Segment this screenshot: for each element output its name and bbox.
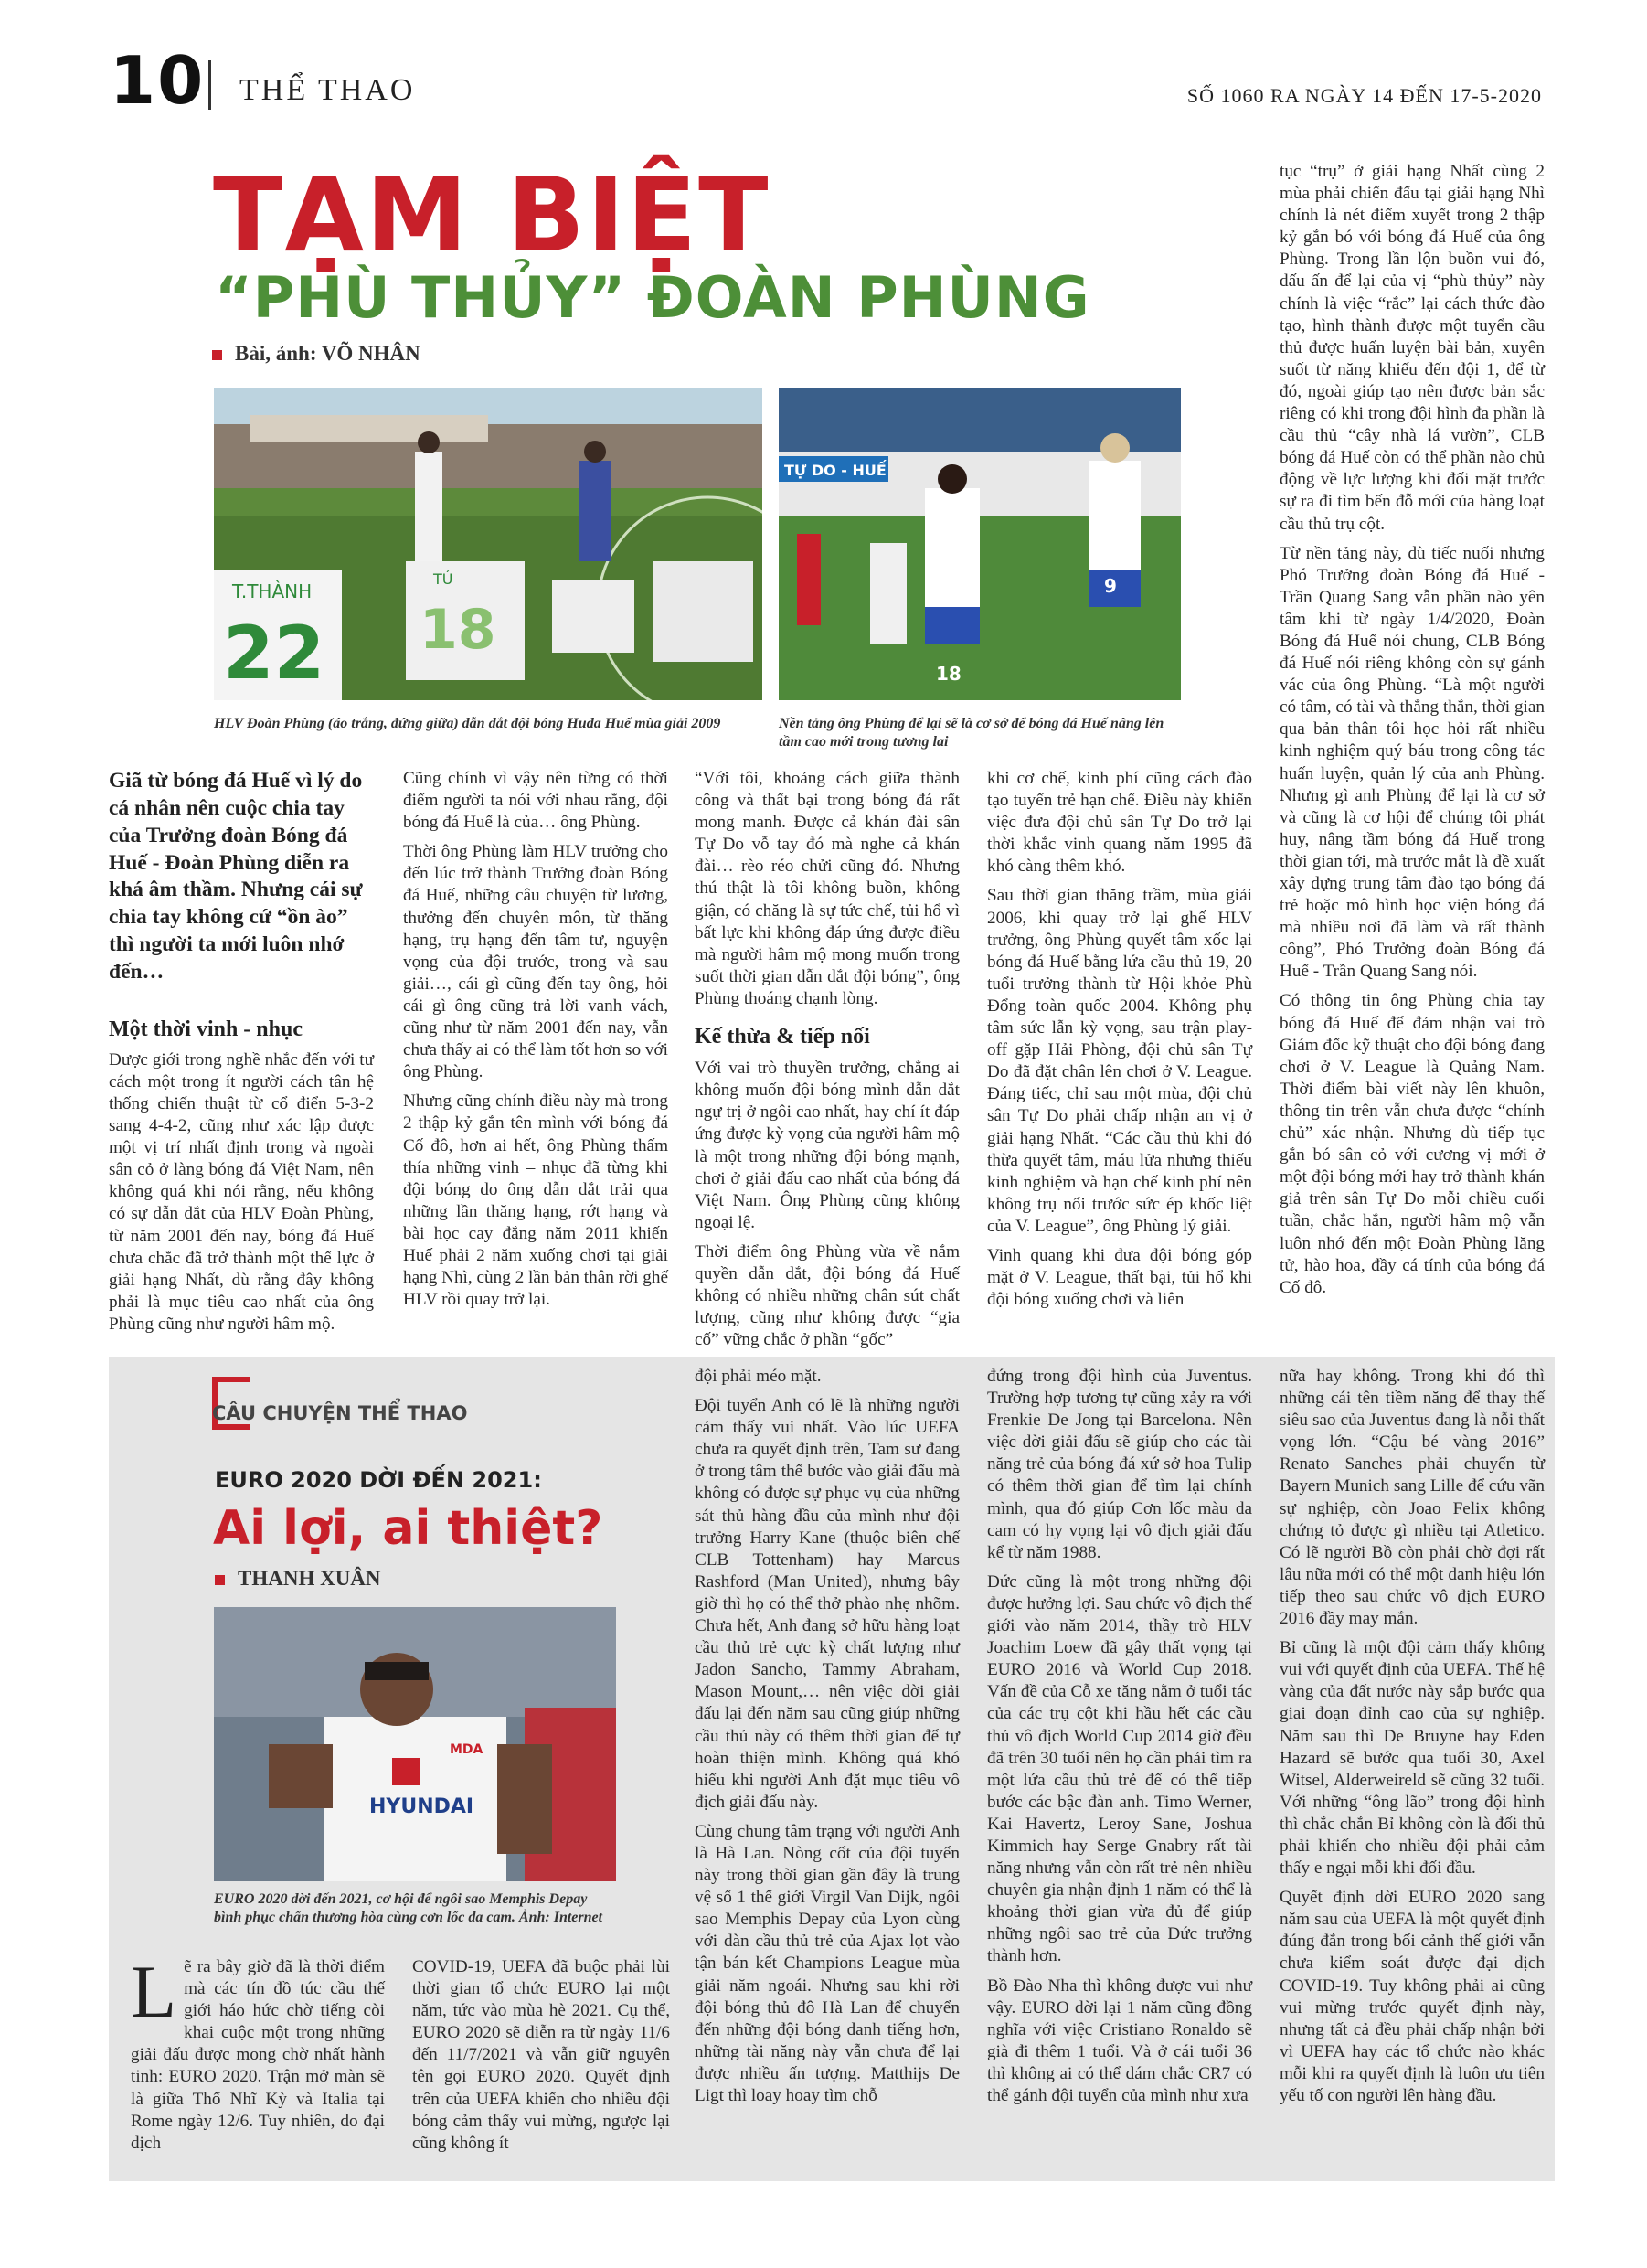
article-column-2: [403, 768, 668, 1318]
article-column-5: [1280, 161, 1545, 1306]
sidebar-column-3: [695, 1366, 960, 2114]
paragraph: Cũng chính vì vậy nên từng có thời điểm người ta nói với nhau rằng, đội bóng đá Huế là của… ông Phùng.: [403, 769, 668, 833]
sidebar-photo-caption: EURO 2020 dời đến 2021, cơ hội để ngôi sao Memphis Depay bình phục chấn thương hòa cùng cơn lốc da cam. Ảnh: Internet: [214, 1891, 603, 1925]
jersey1-number: 22: [223, 611, 325, 696]
paragraph: COVID-19, UEFA đã buộc phải lùi thời gian tổ chức EURO lại một năm, tức vào mùa hè 2021. Cụ thể, EURO 2020 sẽ diễn ra từ ngày 11/6 đến 11/7/2021 và vẫn giữ nguyên tên gọi EURO 2020. Quyết định trên của UEFA khiến cho nhiều đội bóng cảm thấy vui mừng, ngược lại cũng không ít: [412, 1957, 670, 2153]
sidebar-column-1: [131, 1950, 385, 2155]
player-number-2: 9: [1104, 575, 1117, 597]
jersey1-name: T.THÀNH: [232, 580, 313, 602]
article-column-1: [109, 768, 374, 1343]
paragraph: Bồ Đào Nha thì không được vui như vậy. EURO dời lại 1 năm cũng đồng nghĩa với việc Cristiano Ronaldo sẽ già đi thêm 1 tuổi. Và ở cái tuổi 36 thì không ai có thể dám chắc CR7 có thể gánh đội tuyển của mình như xưa: [987, 1975, 1252, 2105]
article-byline: Bài, ảnh: VÕ NHÂN: [212, 342, 420, 366]
paragraph: Từ nền tảng này, dù tiếc nuối nhưng Phó Trưởng đoàn Bóng đá Huế - Trần Quang Sang vẫn phần nào yên tâm khi từ ngày 1/4/2020, Đoàn Bóng đá Huế nói chung, CLB Bóng đá Huế nói riêng không còn sự gánh vác của ông Phùng. “Là một người có tâm, có tài và thẳng thắn, thời gian qua bản thân tôi học hỏi rất nhiều kinh nghiệm quý báu trong công tác huấn luyện, quản lý của anh Phùng. Nhưng gì anh Phùng để lại là cơ sở và cũng là cơ hội để chúng tôi phát huy, nâng tầm bóng đá Huế trong thời gian tới, mà trước mắt là đề xuất xây dựng trung tâm đào tạo bóng đá trẻ hoặc mô hình học viện bóng đá mà nhiều nơi đã làm và rất thành công”, Phó Trưởng đoàn Bóng đá Huế - Trần Quang Sang nói.: [1280, 543, 1545, 982]
photo1-caption: HLV Đoàn Phùng (áo trắng, đứng giữa) dẫn dắt đội bóng Huda Huế mùa giải 2009: [214, 716, 721, 731]
player-number: 18: [936, 663, 962, 685]
paragraph: Cùng chung tâm trạng với người Anh là Hà Lan. Nòng cốt của đội tuyển này trong thời gian gần đây là trung vệ số 1 thế giới Virgil Van Dijk, ngôi sao Memphis Depay của Lyon cùng với dàn cầu thủ trẻ của Ajax lọt vào tận bán kết Champions League mùa giải năm ngoái. Nhưng sau khi rời đội bóng thủ đô Hà Lan để chuyển đến những đội bóng danh tiếng hơn, những tài năng này vẫn chưa để lại được nhiều ấn tượng. Matthijs De Ligt thì loay hoay tìm chỗ: [695, 1821, 960, 2105]
paragraph: Bỉ cũng là một đội cảm thấy không vui với quyết định của UEFA. Thế hệ vàng của đất nước này sắp bước qua giai đoạn đỉnh cao của sự nghiệp. Năm sau thì De Bruyne hay Eden Hazard sẽ bước qua tuổi 30, Axel Witsel, Alderweireld sẽ cũng 32 tuổi. Với những “ông lão” trong đội hình thì chắc chắn Bỉ không còn là đối thủ phải khiến cho nhiều đội phải cảm thấy e ngại mỗi khi đối đầu.: [1280, 1638, 1545, 1879]
paragraph: Quyết định dời EURO 2020 sang năm sau của UEFA là một quyết định đúng đắn trong bối cảnh thế giới vẫn chưa kiểm soát được đại dịch COVID-19. Tuy không phải ai cũng vui mừng trước quyết định này, nhưng tất cả đều phải chấp nhận bởi vì UEFA hay các tổ chức nào khác mỗi khi ra quyết định là luôn ưu tiên yếu tố con người lên hàng đầu.: [1280, 1888, 1545, 2105]
section-title: THỂ THAO: [239, 73, 416, 107]
paragraph: Sau thời gian thăng trầm, mùa giải 2006, khi quay trở lại ghế HLV trưởng, ông Phùng quyết tâm xốc lại bóng đá Huế bằng lứa cầu thủ 19, 20 tuổi trưởng thành từ Hội khỏe Phù Đổng toàn quốc 2004. Không phụ tâm sức lẫn kỳ vọng, sau trận play-off gặp Hải Phòng, đội chủ sân Tự Do đã đặt chân lên chơi ở V. League. Đáng tiếc, chỉ sau một mùa, đội chủ sân Tự Do phải chấp nhận an vị ở giải hạng Nhất. “Các cầu thủ khi đó thừa quyết tâm, máu lửa nhưng thiếu kinh nghiệm và hạn chế kinh phí nên không trụ nổi trước sức ép khốc liệt của V. League”, ông Phùng lý giải.: [987, 886, 1252, 1236]
article-lead: Giã từ bóng đá Huế vì lý do cá nhân nên cuộc chia tay của Trưởng đoàn Bóng đá Huế - Đoàn Phùng diễn ra khá âm thầm. Nhưng cái sự chia tay không cứ “ồn ào” thì người ta mới luôn nhớ đến…: [109, 769, 363, 984]
sidebar-column-2: [412, 1956, 670, 2162]
paragraph: Thời ông Phùng làm HLV trưởng cho đến lúc trở thành Trưởng đoàn Bóng đá Huế, những câu chuyện từ lương, thưởng đến chuyên môn, từ thăng hạng, trụ hạng đến tâm tư, nguyện vọng của đội trước, trong và sau giải…, cái gì cũng đến tay ông, hỏi cái gì ông cũng trả lời vanh vách, cũng như từ năm 2001 đến nay, vẫn chưa thấy ai có thể làm tốt hơn so với ông Phùng.: [403, 842, 668, 1082]
article-column-3: [695, 768, 960, 1358]
sidebar-title: Ai lợi, ai thiệt?: [213, 1501, 603, 1556]
paragraph: đội phải méo mặt.: [695, 1367, 822, 1386]
jersey2-number: 18: [420, 598, 496, 662]
paragraph: đứng trong đội hình của Juventus. Trường hợp tương tự cũng xảy ra với Frenkie De Jong tại Barcelona. Nên việc dời giải đấu sẽ giúp cho các tài năng trẻ của bóng đá xứ sở hoa Tulip có thêm thời gian để tìm lại chính mình, qua đó giúp Cơn lốc màu da cam có hy vọng lại vô địch giải đấu kể từ năm 1988.: [987, 1367, 1252, 1562]
bullet-square: [215, 1575, 225, 1585]
issue-info: SỐ 1060 RA NGÀY 14 ĐẾN 17-5-2020: [1186, 84, 1542, 107]
jersey2-name: TÚ: [433, 570, 453, 588]
paragraph: Với vai trò thuyền trưởng, chẳng ai không muốn đội bóng mình dẫn dắt ngự trị ở ngôi cao nhất, hay chí ít đáp ứng được kỳ vọng của người hâm mộ là một trong những đội bóng mạnh, chơi ở giải đấu cao nhất của bóng đá Việt Nam. Ông Phùng cũng không ngoại lệ.: [695, 1059, 960, 1232]
article-title-line1: TẠM BIỆT: [213, 156, 770, 275]
article-photo-2: [779, 388, 1181, 700]
sidebar-photo: [214, 1607, 616, 1881]
sidebar-label: CÂU CHUYỆN THỂ THAO: [212, 1402, 468, 1424]
mda-text: MDA: [450, 1742, 483, 1757]
bullet-square: [212, 350, 222, 360]
paragraph: Thời điểm ông Phùng vừa về nắm quyền dẫn dắt, đội bóng đá Huế không có nhiều những chân sút chất lượng, cũng như không được “gia cố” vững chắc ở phần “gốc”: [695, 1241, 960, 1350]
paragraph: Vinh quang khi đưa đội bóng góp mặt ở V. League, thất bại, tủi hổ khi đội bóng xuống chơi và liên: [987, 1245, 1252, 1310]
sponsor-text: HYUNDAI: [369, 1795, 474, 1818]
paragraph: ẽ ra bây giờ đã là thời điểm mà các tín đồ túc cầu thế giới háo hức chờ tiếng còi khai cuộc một trong những giải đấu được mong chờ nhất hành tinh: EURO 2020. Trận mở màn sẽ là giữa Thổ Nhĩ Kỳ và Italia tại Rome ngày 12/6. Tuy nhiên, do đại dịch: [131, 1957, 385, 2153]
page-number: 10: [110, 42, 206, 119]
header-divider: [208, 60, 211, 110]
paragraph: nữa hay không. Trong khi đó thì những cái tên tiềm năng để thay thế siêu sao của Juventus đang là nỗi thất vọng lớn. “Cậu bé vàng 2016” Renato Sanches phải chuyển từ Bayern Munich sang Lille để cứu vãn sự nghiệp, còn Joao Felix không chứng tỏ được gì nhiều tại Atletico. Có lẽ người Bồ còn phải chờ đợi rất lâu nữa mới có thể một danh hiệu lớn tiếp theo sau chức vô địch EURO 2016 đầy may mắn.: [1280, 1367, 1545, 1629]
stadium-banner: TỰ DO - HUẾ: [784, 462, 887, 479]
paragraph: Đội tuyển Anh có lẽ là những người cảm thấy vui nhất. Vào lúc UEFA chưa ra quyết định trên, Tam sư đang ở trong tâm thế bước vào giải đấu mà không có được sự phục vụ của những sát thủ hàng đầu của mình như đội trưởng Harry Kane (thuộc biên chế CLB Tottenham) hay Marcus Rashford (Man United), nhưng bây giờ thì họ có thể thở phào nhẹ nhõm. Chưa hết, Anh đang sở hữu hàng loạt cầu thủ trẻ cực kỳ chất lượng như Jadon Sancho, Tammy Abraham, Mason Mount,… nên việc dời giải đấu lại đến năm sau cũng giúp những cầu thủ này có thêm thời gian để tự hoàn thiện mình. Không quá khó hiểu khi người Anh đặt mục tiêu vô địch giải đấu này.: [695, 1396, 960, 1812]
dropcap: L: [131, 1950, 177, 2033]
article-photo-1: [214, 388, 762, 700]
section-heading: Một thời vinh - nhục: [109, 1017, 303, 1041]
sidebar-byline: THANH XUÂN: [215, 1567, 381, 1591]
paragraph: Có thông tin ông Phùng chia tay bóng đá Huế để đảm nhận vai trò Giám đốc kỹ thuật cho đội bóng đang chơi ở V. League là Quảng Nam. Thời điểm bài viết này lên khuôn, thông tin trên vẫn chưa được “chính chủ” xác nhận. Nhưng dù tiếp tục gắn bó sân cỏ với cương vị mới ở một đội bóng mới hay trở thành khán giả trên sân Tự Do mỗi chiều cuối tuần, chắc hắn, người hâm mộ vẫn luôn nhớ đến một Đoàn Phùng lăng tử, hào hoa, đầy cá tính của bóng đá Cố đô.: [1280, 991, 1545, 1297]
paragraph: khi cơ chế, kinh phí cũng cách đào tạo tuyển trẻ hạn chế. Điều này khiến việc đưa đội chủ sân Tự Do trở lại thời khắc vinh quang năm 1995 đã khó càng thêm khó.: [987, 769, 1252, 877]
photo2-caption: Nền tảng ông Phùng để lại sẽ là cơ sở để bóng đá Huế nâng lên tầm cao mới trong tương lai: [779, 716, 1164, 750]
article-column-4: [987, 768, 1252, 1318]
paragraph: “Với tôi, khoảng cách giữa thành công và thất bại trong bóng đá rất mong manh. Được cả khán đài sân Tự Do vỗ tay đó mà nghe cả khán đài… rèo réo chửi cũng đó. Nhưng thú thật là tôi không buồn, không giận, có chăng là sự tức chế, tủi hổ vì bất lực khi không đáp ứng được điều mà người hâm mộ mong muốn trong suốt thời gian dẫn dắt đội bóng”, ông Phùng thoáng chạnh lòng.: [695, 769, 960, 1008]
paragraph: Được giới trong nghề nhắc đến với tư cách một trong ít người cách tân hệ thống chiến thuật từ cổ điển 5-3-2 sang 4-4-2, cũng như xác lập được một vị trí nhất định trong và ngoài sân cỏ ở làng bóng đá Việt Nam, nên không quá khi nói rằng, nếu không có sự dẫn dắt của HLV Đoàn Phùng, từ năm 2001 đến nay, bóng đá Huế chưa chắc đã trở thành một thế lực ở giải hạng Nhất, dù rằng đây không phải là mục tiêu cao nhất của ông Phùng cũng như người hâm mộ.: [109, 1049, 374, 1334]
sidebar-column-4: [987, 1366, 1252, 2114]
paragraph: Nhưng cũng chính điều này mà trong 2 thập kỷ gắn tên mình với bóng đá Cố đô, hơn ai hết, ông Phùng thấm thía những vinh – nhục đã từng khi đội bóng do ông dẫn dắt trải qua những lần thăng hạng, rớt hạng và bài học cay đắng năm 2011 khiến Huế phải 2 năm xuống chơi tại giải hạng Nhì, cùng 2 lần bản thân rời ghế HLV rồi quay trở lại.: [403, 1091, 668, 1310]
sidebar-column-5: [1280, 1366, 1545, 2114]
paragraph: Đức cũng là một trong những đội được hưởng lợi. Sau chức vô địch thế giới vào năm 2014, thầy trò HLV Joachim Loew đã gây thất vọng tại EURO 2016 và World Cup 2018. Vấn đề của Cỗ xe tăng nằm ở tuổi tác của các trụ cột khi hầu hết các cầu thủ vô địch World Cup 2014 giờ đều đã trên 30 tuổi nên họ cần phải tìm ra một lứa cầu thủ trẻ để có thể tiếp bước các bậc đàn anh. Timo Werner, Kai Havertz, Leroy Sane, Joshua Kimmich hay Serge Gnabry rất tài năng nhưng vẫn còn rất trẻ nên nhiều chuyên gia nhận định 1 năm có thể là khoảng thời gian vừa đủ để giúp những ngôi sao trẻ của Đức trưởng thành hơn.: [987, 1571, 1252, 1966]
sidebar-kicker: EURO 2020 DỜI ĐẾN 2021:: [215, 1467, 542, 1493]
paragraph: tục “trụ” ở giải hạng Nhất cùng 2 mùa phải chiến đấu tại giải hạng Nhì chính là nét điểm xuyết trong 2 thập kỷ gắn bó với bóng đá Huế của ông Phùng. Trong lần lộn buồn vui đó, dấu ấn để lại của vị “phù thủy” này chính là việc “rắc” lại cách thức đào tạo, hình thành được một tuyển cầu thủ được huấn luyện bài bản, xuyên suốt từ năng khiếu đến đội 1, để từ đó, ngoài giúp tạo nên được bản sắc riêng có khi trong đội hình đa phần là cầu thủ “cây nhà lá vườn”, CLB bóng đá Huế còn có thể phần nào chủ động về lực lượng khi đối mặt trước sự ra đi tìm bến đỗ mới của hàng loạt cầu thủ trụ cột.: [1280, 162, 1545, 534]
section-heading: Kế thừa & tiếp nối: [695, 1025, 870, 1049]
article-title-line2: “PHÙ THỦY” ĐOÀN PHÙNG: [215, 264, 1090, 331]
